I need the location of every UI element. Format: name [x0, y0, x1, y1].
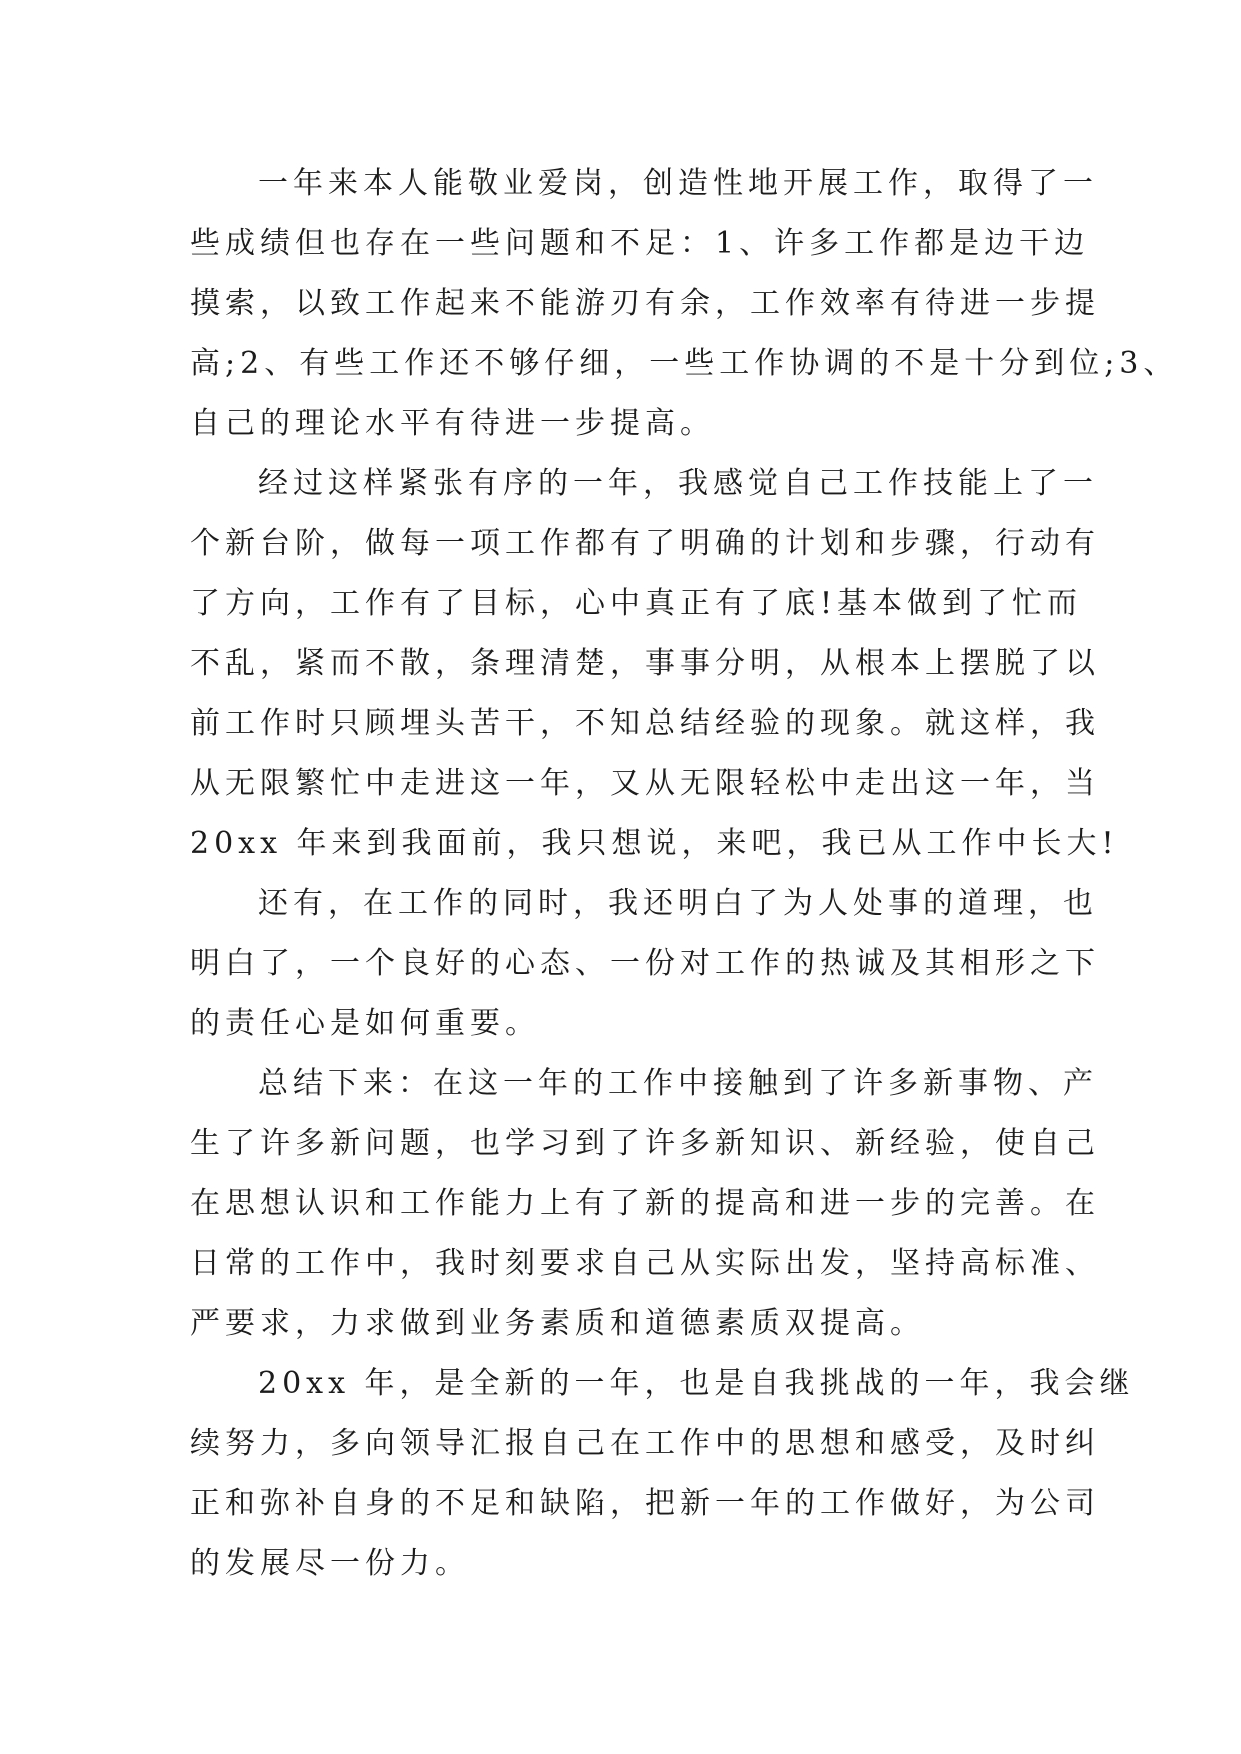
text-line: 正和弥补自身的不足和缺陷，把新一年的工作做好，为公司 — [190, 1486, 1100, 1521]
text-line: 高;2、有些工作还不够仔细，一些工作协调的不是十分到位;3、 — [190, 346, 1179, 381]
text-line: 自己的理论水平有待进一步提高。 — [190, 406, 715, 441]
text-line: 20xx 年来到我面前，我只想说，来吧，我已从工作中长大! — [190, 826, 1119, 861]
text-line: 前工作时只顾埋头苦干，不知总结经验的现象。就这样，我 — [190, 706, 1100, 741]
text-line: 不乱，紧而不散，条理清楚，事事分明，从根本上摆脱了以 — [190, 646, 1100, 681]
paragraph-growth — [190, 454, 1119, 874]
text-line: 些成绩但也存在一些问题和不足：1、许多工作都是边干边 — [190, 226, 1090, 261]
text-line: 还有，在工作的同时，我还明白了为人处事的道理，也 — [258, 886, 1098, 921]
text-line: 严要求，力求做到业务素质和道德素质双提高。 — [190, 1306, 925, 1341]
text-line: 经过这样紧张有序的一年，我感觉自己工作技能上了一 — [258, 466, 1098, 501]
paragraph-lessons — [190, 874, 1100, 1054]
text-line: 日常的工作中，我时刻要求自己从实际出发，坚持高标准、 — [190, 1246, 1100, 1281]
text-line: 的责任心是如何重要。 — [190, 1006, 540, 1041]
text-line: 个新台阶，做每一项工作都有了明确的计划和步骤，行动有 — [190, 526, 1100, 561]
text-line: 从无限繁忙中走进这一年，又从无限轻松中走出这一年，当 — [190, 766, 1100, 801]
text-line: 生了许多新问题，也学习到了许多新知识、新经验，使自己 — [190, 1126, 1100, 1161]
text-line: 的发展尽一份力。 — [190, 1546, 470, 1581]
paragraph-self-assessment — [190, 154, 1179, 454]
text-line: 了方向，工作有了目标，心中真正有了底!基本做到了忙而 — [190, 586, 1083, 621]
text-line: 总结下来：在这一年的工作中接触到了许多新事物、产 — [258, 1066, 1098, 1101]
text-line: 明白了，一个良好的心态、一份对工作的热诚及其相形之下 — [190, 946, 1100, 981]
paragraph-summary — [190, 1054, 1100, 1354]
text-line: 摸索，以致工作起来不能游刃有余，工作效率有待进一步提 — [190, 286, 1100, 321]
text-line: 一年来本人能敬业爱岗，创造性地开展工作，取得了一 — [258, 166, 1098, 201]
text-line: 续努力，多向领导汇报自己在工作中的思想和感受，及时纠 — [190, 1426, 1100, 1461]
text-line: 在思想认识和工作能力上有了新的提高和进一步的完善。在 — [190, 1186, 1100, 1221]
document-body — [190, 154, 1179, 1594]
paragraph-outlook — [190, 1354, 1135, 1594]
text-line: 20xx 年，是全新的一年，也是自我挑战的一年，我会继 — [258, 1366, 1135, 1401]
